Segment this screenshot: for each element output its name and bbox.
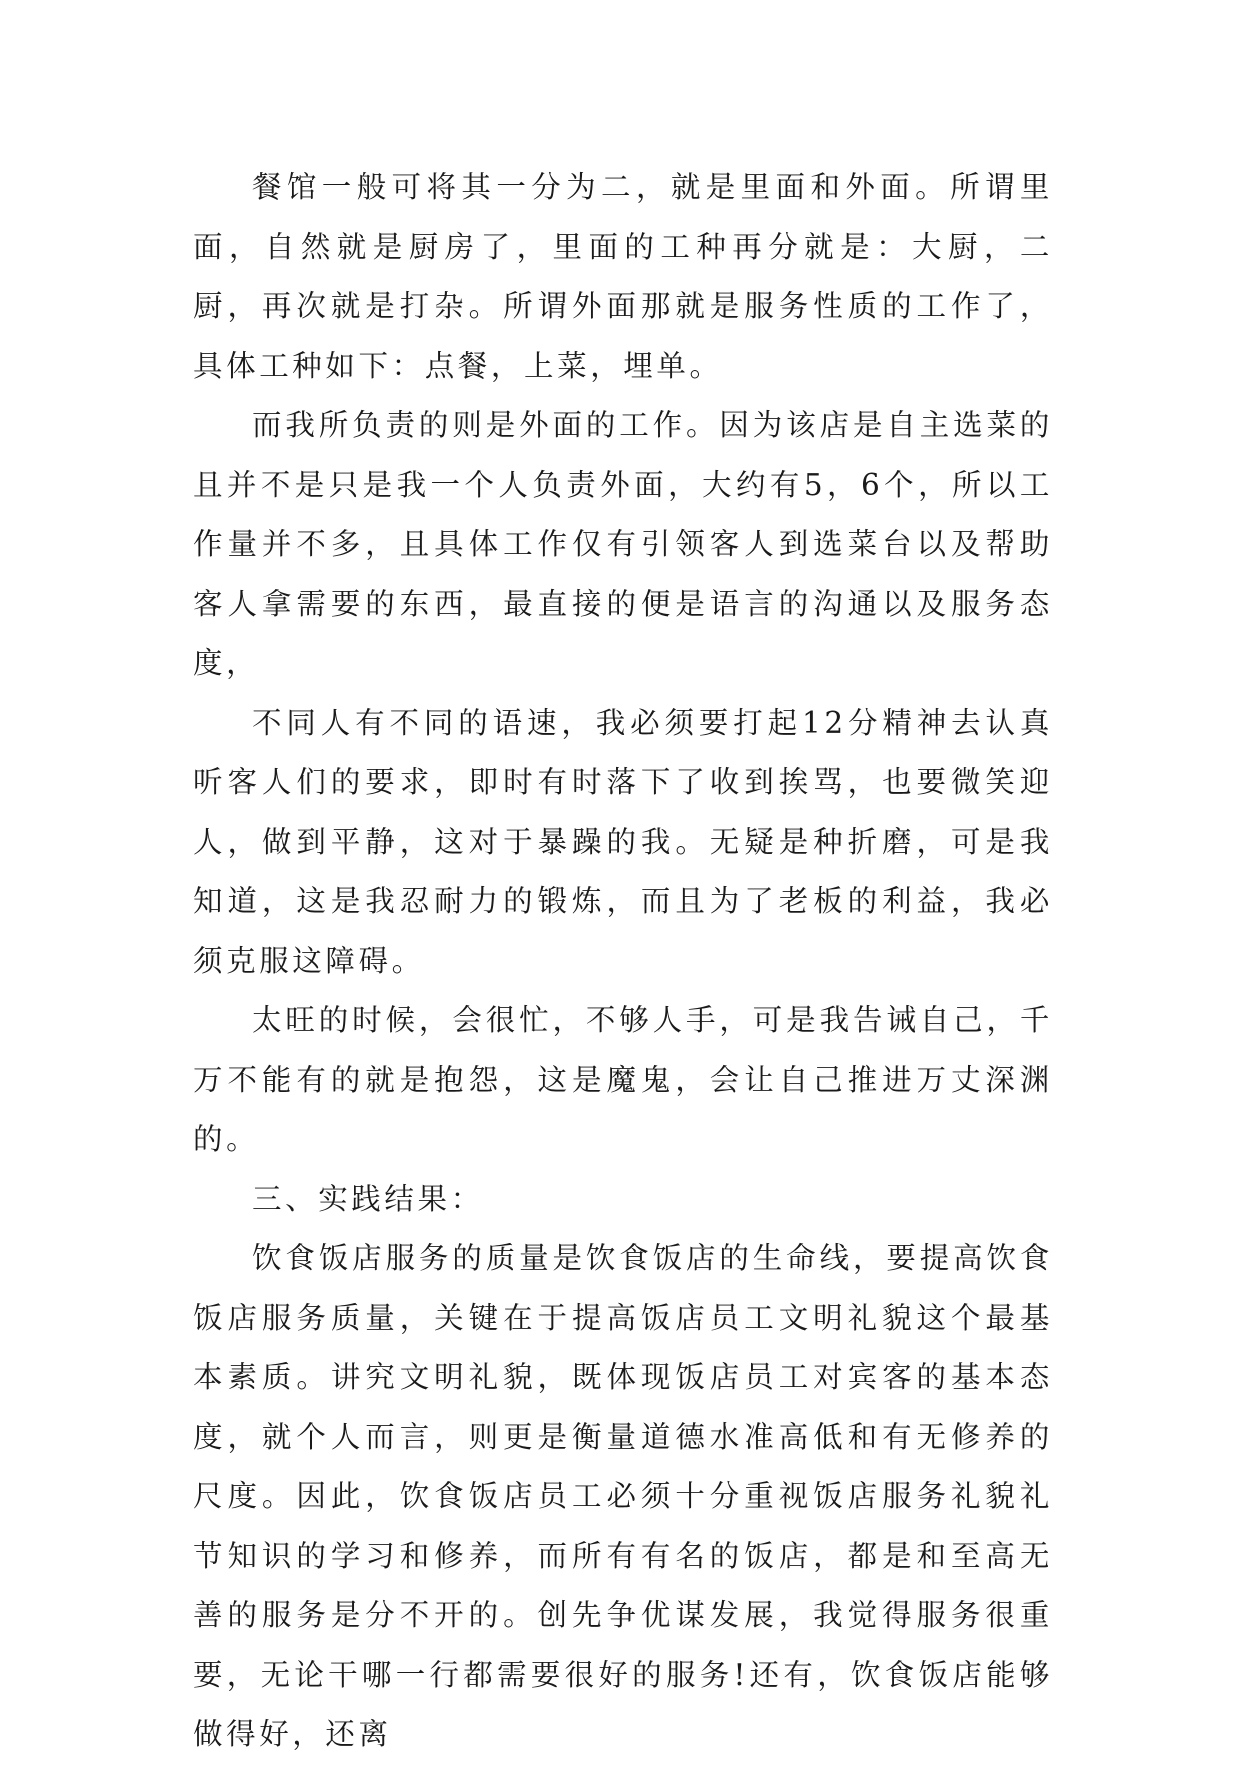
paragraph-service-quality: 饮食饭店服务的质量是饮食饭店的生命线，要提高饮食饭店服务质量，关键在于提高饭店员工文明礼貌这个最基本素质。讲究文明礼貌，既体现饭店员工对宾客的基本态度，就个人而言，则更是衡量道德水准高低和有无修养的尺度。因此，饮食饭店员工必须十分重视饭店服务礼貌礼节知识的学习和修养，而所有有名的饭店，都是和至高无善的服务是分不开的。创先争优谋发展，我觉得服务很重要，无论干哪一行都需要很好的服务!还有，饮食饭店能够做得好，还离 [193,1241,1053,1751]
paragraph-patience: 不同人有不同的语速，我必须要打起12分精神去认真听客人们的要求，即时有时落下了收到挨骂，也要微笑迎人，做到平静，这对于暴躁的我。无疑是种折磨，可是我知道，这是我忍耐力的锻炼，而且为了老板的利益，我必须克服这障碍。 [193,705,1053,978]
paragraph-busy-time: 太旺的时候，会很忙，不够人手，可是我告诫自己，千万不能有的就是抱怨，这是魔鬼，会让自己推进万丈深渊的。 [193,1003,1053,1156]
paragraph-restaurant-division: 餐馆一般可将其一分为二，就是里面和外面。所谓里面，自然就是厨房了，里面的工种再分就是：大厨，二厨，再次就是打杂。所谓外面那就是服务性质的工作了，具体工种如下：点餐，上菜，埋单。 [193,170,1053,383]
section-heading-results: 三、实践结果： [252,1181,484,1216]
paragraph-my-duties: 而我所负责的则是外面的工作。因为该店是自主选菜的且并不是只是我一个人负责外面，大约有5，6个，所以工作量并不多，且具体工作仅有引领客人到选菜台以及帮助客人拿需要的东西，最直接的便是语言的沟通以及服务态度， [193,408,1053,680]
document-body [193,158,1053,1765]
